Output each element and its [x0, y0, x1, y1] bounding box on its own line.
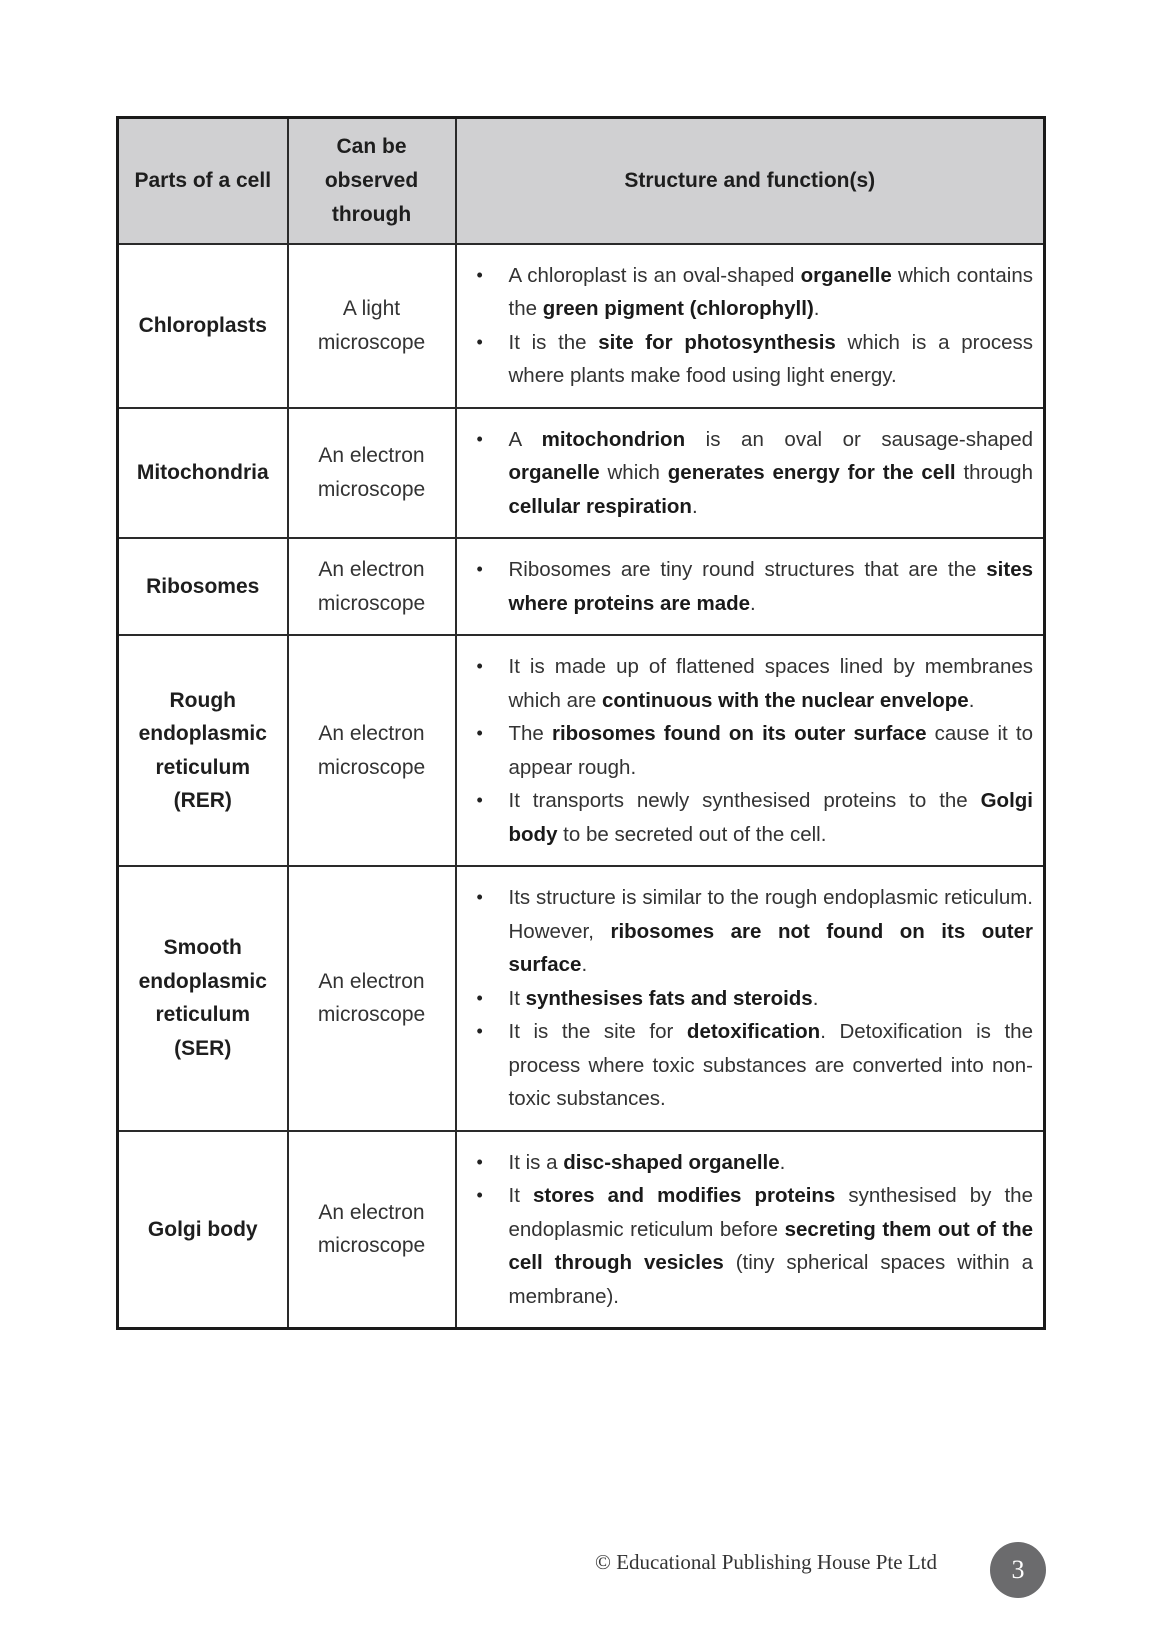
- part-name-line: endoplasmic: [138, 969, 267, 993]
- cell-part-name: [118, 408, 288, 539]
- observed-line: An electron: [318, 558, 425, 581]
- observed-line: microscope: [317, 755, 426, 779]
- cell-structure-function: [456, 244, 1045, 408]
- bold-text: mitochondrion: [541, 427, 686, 451]
- body-text: It: [508, 986, 526, 1010]
- cell-observed-through: [288, 244, 456, 408]
- body-text: It is the site for: [508, 1020, 687, 1043]
- body-text: It is the: [508, 330, 599, 354]
- body-text: which contains the: [508, 263, 1033, 320]
- observed-line: microscope: [317, 330, 426, 354]
- bullet-item: [471, 717, 1034, 784]
- observed-line: An electron: [318, 1200, 425, 1224]
- body-text: .: [813, 297, 820, 320]
- bullet-list: [471, 259, 1034, 393]
- body-text: .: [812, 986, 819, 1010]
- header-observed-line: through: [331, 202, 412, 226]
- body-text: Ribosomes are tiny round structures that are the: [508, 558, 987, 581]
- part-name-line: Mitochondria: [136, 461, 269, 484]
- body-text: A chloroplast is an oval-shaped: [508, 263, 801, 287]
- cell-parts-table: [116, 116, 1046, 1330]
- bold-text: green pigment (chlorophyll): [542, 297, 814, 320]
- body-text: which is a process where plants make food using light energy.: [508, 330, 1033, 387]
- body-text: It is made up of flattened spaces lined by membranes which are: [508, 655, 1033, 712]
- page-number-badge: 3: [990, 1542, 1046, 1598]
- copyright-notice: © Educational Publishing House Pte Ltd: [594, 1550, 937, 1574]
- cell-part-name: [118, 635, 288, 866]
- observed-line: microscope: [317, 1003, 426, 1027]
- bullet-item: [471, 1146, 1034, 1180]
- bold-text: stores and modifies proteins: [532, 1184, 836, 1207]
- bold-text: Golgi body: [508, 789, 1033, 846]
- bold-text: synthesises fats and steroids: [525, 986, 813, 1010]
- cell-part-name: [118, 1131, 288, 1329]
- header-observed-line: Can be: [336, 134, 407, 158]
- bullet-item: [471, 1179, 1034, 1313]
- observed-line: An electron: [318, 444, 425, 468]
- bullet-list: [471, 881, 1034, 1116]
- observed-line: An electron: [318, 722, 425, 745]
- bullet-dot-icon: •: [476, 987, 483, 1008]
- table-row: [118, 408, 1045, 539]
- bullet-dot-icon: •: [476, 1185, 483, 1205]
- bullet-dot-icon: •: [476, 656, 483, 676]
- bold-text: ribosomes found on its outer surface: [551, 722, 927, 745]
- cell-structure-function: [456, 866, 1045, 1131]
- body-text: .: [968, 688, 975, 712]
- table-row: [118, 538, 1045, 635]
- cell-observed-through: [288, 635, 456, 866]
- cell-observed-through: [288, 866, 456, 1131]
- cell-part-name: [118, 244, 288, 408]
- header-parts: [118, 118, 288, 244]
- table-row: [118, 244, 1045, 408]
- body-text: It is a: [508, 1150, 564, 1174]
- part-name-line: (RER): [173, 789, 232, 812]
- bullet-list: [471, 1146, 1034, 1314]
- body-text: The: [508, 722, 552, 745]
- header-observed-line: observed: [324, 168, 419, 192]
- body-text: .: [750, 591, 756, 615]
- body-text: (tiny spherical spaces within a membrane).: [508, 1251, 1033, 1308]
- bullet-item: [471, 982, 1034, 1016]
- table-body: [118, 244, 1045, 1329]
- body-text: which: [599, 461, 668, 484]
- cell-part-name: [118, 538, 288, 635]
- body-text: .: [779, 1150, 786, 1174]
- bullet-item: [471, 423, 1034, 524]
- bullet-dot-icon: •: [476, 559, 483, 579]
- body-text: synthesised by the endoplasmic reticulum before: [508, 1184, 1033, 1241]
- table-header-row: [118, 118, 1045, 244]
- cell-structure-function: [456, 1131, 1045, 1329]
- cell-part-name: [118, 866, 288, 1131]
- bold-text: site for photosynthesis: [598, 330, 836, 354]
- bullet-item: [471, 1015, 1034, 1116]
- body-text: Its structure is similar to the rough endoplasmic reticulum. However,: [508, 886, 1033, 943]
- part-name-line: Ribosomes: [146, 574, 260, 598]
- cell-structure-function: [456, 635, 1045, 866]
- bullet-dot-icon: •: [476, 331, 483, 352]
- bold-text: continuous with the nuclear envelope: [601, 688, 969, 712]
- cell-structure-function: [456, 408, 1045, 539]
- table-row: [118, 1131, 1045, 1329]
- bullet-dot-icon: •: [476, 723, 483, 743]
- bold-text: organelle: [508, 461, 600, 484]
- bold-text: secreting them out of the cell through vesicles: [508, 1217, 1033, 1274]
- bold-text: generates energy for the cell: [667, 461, 956, 484]
- bullet-dot-icon: •: [476, 1151, 483, 1172]
- body-text: It transports newly synthesised proteins to the: [508, 789, 981, 812]
- bullet-item: [471, 553, 1034, 620]
- header-function-label: Structure and function(s): [624, 168, 876, 192]
- observed-line: A light: [342, 297, 401, 320]
- body-text: .: [691, 494, 698, 518]
- bullet-dot-icon: •: [476, 1021, 483, 1041]
- body-text: A: [508, 427, 542, 451]
- header-observed: [288, 118, 456, 244]
- part-name-line: Rough: [169, 688, 236, 712]
- body-text: . Detoxification is the process where toxic substances are converted into non-toxic substances.: [508, 1020, 1033, 1110]
- bullet-dot-icon: •: [476, 887, 483, 907]
- bullet-list: [471, 650, 1034, 851]
- bullet-dot-icon: •: [476, 790, 483, 810]
- bold-text: sites where proteins are made: [508, 558, 1033, 615]
- bullet-item: [471, 881, 1034, 982]
- part-name-line: Chloroplasts: [138, 313, 267, 337]
- part-name-line: Smooth: [163, 936, 242, 960]
- header-function: [456, 118, 1045, 244]
- body-text: to be secreted out of the cell.: [557, 822, 827, 846]
- part-name-line: Golgi body: [147, 1217, 258, 1241]
- observed-line: microscope: [317, 591, 426, 615]
- bullet-item: [471, 259, 1034, 326]
- bullet-item: [471, 650, 1034, 717]
- body-text: through: [955, 461, 1033, 484]
- observed-line: An electron: [318, 969, 425, 993]
- cell-observed-through: [288, 408, 456, 539]
- bullet-item: [471, 326, 1034, 393]
- bullet-dot-icon: •: [476, 428, 483, 449]
- cell-observed-through: [288, 1131, 456, 1329]
- body-text: is an oval or sausage-shaped: [685, 427, 1033, 451]
- part-name-line: (SER): [174, 1036, 232, 1060]
- part-name-line: reticulum: [155, 755, 251, 779]
- part-name-line: reticulum: [155, 1003, 251, 1027]
- table-row: [118, 635, 1045, 866]
- body-text: .: [581, 953, 588, 976]
- bullet-dot-icon: •: [476, 264, 483, 285]
- cell-observed-through: [288, 538, 456, 635]
- cell-structure-function: [456, 538, 1045, 635]
- header-parts-label: Parts of a cell: [134, 168, 272, 192]
- part-name-line: endoplasmic: [138, 722, 267, 745]
- bold-text: organelle: [800, 263, 892, 287]
- bullet-list: [471, 423, 1034, 524]
- table-row: [118, 866, 1045, 1131]
- bullet-item: [471, 784, 1034, 851]
- observed-line: microscope: [317, 477, 426, 501]
- bold-text: detoxification: [686, 1020, 821, 1043]
- bold-text: cellular respiration: [508, 494, 692, 518]
- observed-line: microscope: [317, 1234, 426, 1258]
- bullet-list: [471, 553, 1034, 620]
- body-text: It: [508, 1184, 533, 1207]
- bold-text: disc-shaped organelle: [563, 1150, 780, 1174]
- bold-text: ribosomes are not found on its outer surface: [508, 919, 1033, 976]
- body-text: cause it to appear rough.: [508, 722, 1033, 779]
